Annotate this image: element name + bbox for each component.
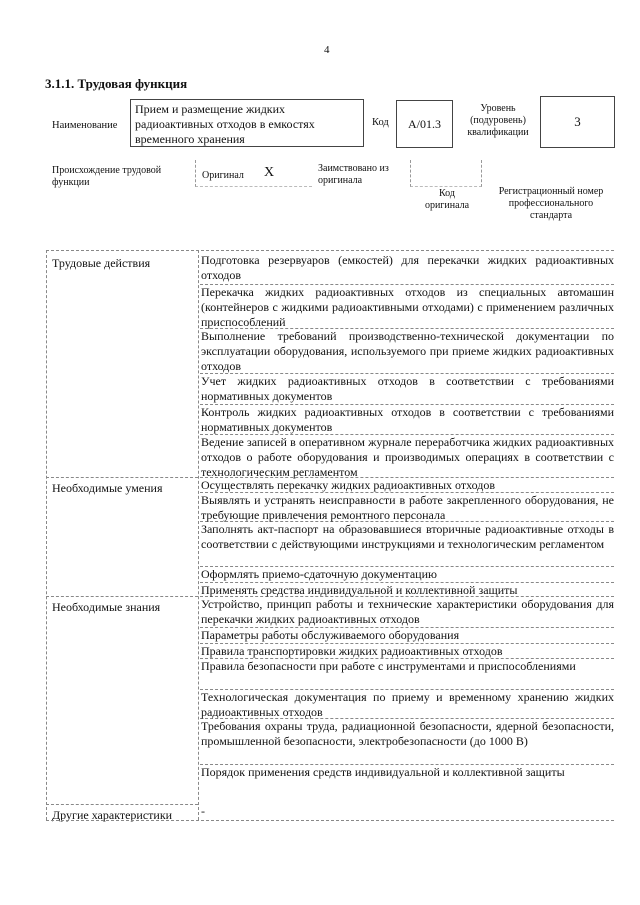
borrowed-label: Заимствовано из оригинала (318, 163, 389, 186)
code-original-label: Код оригинала (424, 188, 470, 211)
level-value-box: 3 (540, 96, 615, 148)
table-row (200, 493, 614, 522)
row-text: Выявлять и устранять неисправности в работе закрепленного оборудования, не требующие привлечения ремонтного персонала (201, 493, 614, 522)
table-row (200, 659, 614, 690)
table-row (200, 804, 614, 820)
table-row (200, 567, 614, 583)
code-label: Код (372, 117, 389, 128)
table-divider (198, 250, 199, 820)
name-label: Наименование (52, 120, 118, 131)
table-row (200, 374, 614, 405)
row-text: Перекачка жидких радиоактивных отходов из специальных автомашин (контейнеров с жидкими радиоактивными отходами) с применением различных приспособлений (201, 285, 614, 329)
section-heading: 3.1.1. Трудовая функция (45, 76, 188, 91)
row-text: Учет жидких радиоактивных отходов в соответствии с требованиями нормативных документов (201, 374, 614, 403)
table-row (200, 522, 614, 567)
section-separator (46, 477, 198, 478)
section-separator (46, 804, 198, 805)
row-text: Правила транспортировки жидких радиоактивных отходов (201, 644, 503, 658)
row-text: Технологическая документация по приему и временному хранению жидких радиоактивных отходов (201, 690, 614, 719)
row-text: Контроль жидких радиоактивных отходов в соответствии с требованиями нормативных документов (201, 405, 614, 434)
row-text: Подготовка резервуаров (емкостей) для перекачки жидких радиоактивных отходов (201, 253, 614, 282)
level-label: Уровень (подуровень) квалификации (467, 103, 529, 138)
section-separator (46, 596, 198, 597)
row-text: Правила безопасности при работе с инструментами и приспособлениями (201, 659, 576, 673)
section-title-other: Другие характеристики (52, 808, 173, 822)
code-value-box: А/01.3 (396, 100, 453, 148)
function-name-box: Прием и размещение жидких радиоактивных отходов в емкостях временного хранения (130, 99, 364, 147)
row-text: - (201, 804, 205, 818)
row-text: Параметры работы обслуживаемого оборудования (201, 628, 460, 642)
table-row (200, 597, 614, 628)
original-mark: X (264, 165, 275, 180)
section-title-skills: Необходимые умения (52, 481, 163, 495)
reg-number-label: Регистрационный номер профессионального стандарта (498, 186, 604, 221)
table-border-bottom (46, 820, 614, 821)
section-title-knowledge: Необходимые знания (52, 600, 161, 614)
table-border-top (46, 250, 614, 251)
row-text: Ведение записей в оперативном журнале переработчика жидких радиоактивных отходов о работе оборудования и производимых операциях в соответствии с технологическим регламентом (201, 435, 614, 479)
table-row (200, 765, 614, 804)
table-row (200, 253, 614, 285)
row-text: Применять средства индивидуальной и коллективной защиты (201, 583, 518, 597)
table-row (200, 329, 614, 374)
row-text: Осуществлять перекачку жидких радиоактивных отходов (201, 478, 496, 492)
table-row (200, 719, 614, 765)
original-label: Оригинал (202, 170, 244, 181)
table-row (200, 435, 614, 478)
row-text: Выполнение требований производственно-технической документации по эксплуатации оборудования, используемого при приеме жидких радиоактивных отходов (201, 329, 614, 373)
row-text: Оформлять приемо-сдаточную документацию (201, 567, 437, 581)
original-cell (195, 160, 312, 187)
table-row (200, 478, 614, 493)
row-text: Устройство, принцип работы и технические характеристики оборудования для перекачки жидких радиоактивных отходов (201, 597, 614, 626)
section-title-actions: Трудовые действия (52, 256, 151, 270)
row-text: Требования охраны труда, радиационной безопасности, ядерной безопасности, промышленной безопасности, электробезопасности (до 1000 В) (201, 719, 614, 748)
table-row (200, 285, 614, 329)
origin-label: Происхождение трудовой функции (52, 165, 162, 188)
table-row (200, 405, 614, 435)
page-number: 4 (324, 44, 330, 56)
row-text: Заполнять акт-паспорт на образовавшиеся вторичные радиоактивные отходы в соответствии с действующими инструкциями и технологическим регламентом (201, 522, 614, 551)
table-row (200, 583, 614, 597)
row-text: Порядок применения средств индивидуальной и коллективной защиты (201, 765, 565, 779)
table-row (200, 644, 614, 659)
table-row (200, 628, 614, 644)
table-row (200, 690, 614, 719)
code-original-cell (410, 160, 482, 187)
table-border-left (46, 250, 47, 820)
